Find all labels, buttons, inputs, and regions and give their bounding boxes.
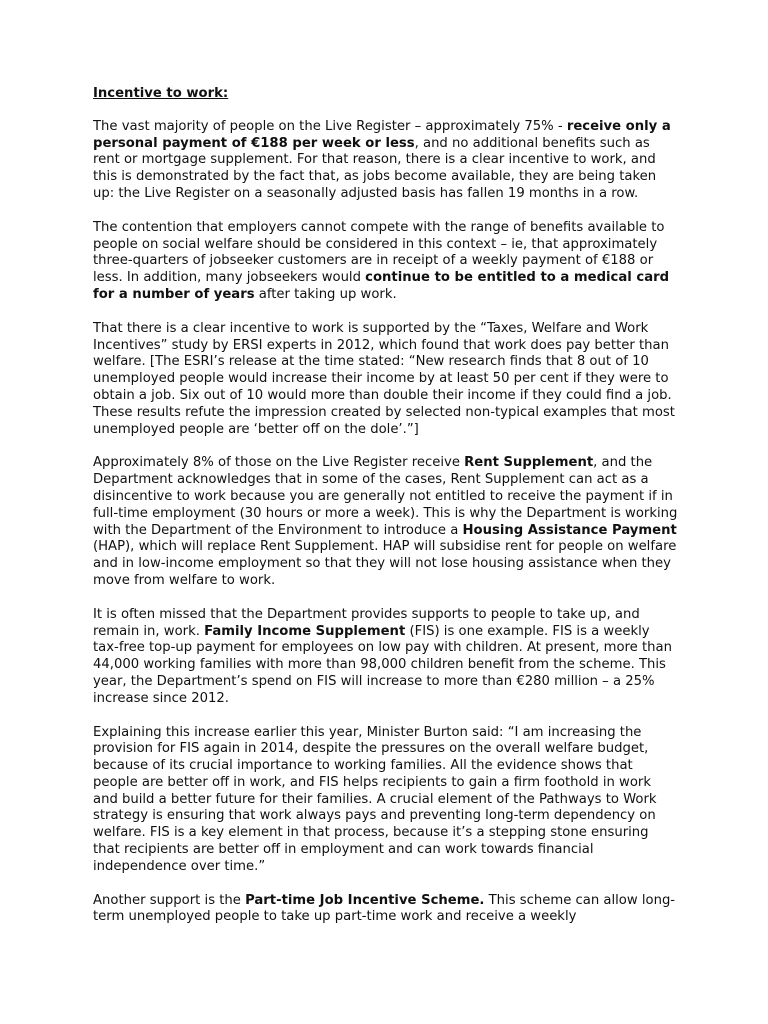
- paragraph-5-text-c: (FIS) is one example. FIS is a weekly tax-free top-up payment for employees on low pay with children. At present, more than 44,000 working families with more than 98,000 children benefit from the scheme. This year, the Department’s spend on FIS will increase to more than €280 million – a 25% increase since 2012.: [93, 623, 672, 706]
- paragraph-4-text-a: Approximately 8% of those on the Live Register receive: [93, 455, 465, 471]
- paragraph-2: [93, 220, 678, 304]
- paragraph-1-bold-1: receive only a personal payment of €188 per week or less: [93, 118, 671, 151]
- paragraph-5-bold-1: Family Income Supplement: [204, 623, 406, 639]
- paragraph-3: [93, 321, 678, 439]
- paragraph-5-text-a: It is often missed that the Department provides supports to people to take up, and remain in, work.: [93, 606, 640, 639]
- paragraph-2-text-a: The contention that employers cannot compete with the range of benefits available to people on social welfare should be considered in this context – ie, that approximately three-quarters of jobseeker customers are in receipt of a weekly payment of €188 or less. In addition, many jobseekers would: [93, 219, 665, 286]
- document-heading: Incentive to work:: [93, 86, 229, 101]
- paragraph-4: [93, 455, 678, 589]
- paragraph-4-bold-2: Housing Assistance Payment: [462, 522, 677, 538]
- paragraph-2-text-c: after taking up work.: [254, 286, 397, 302]
- paragraph-4-text-d: (HAP), which will replace Rent Supplement. HAP will subsidise rent for people on welfare and in low-income employment so that they will not lose housing assistance when they move from welfare to work.: [93, 539, 677, 588]
- paragraph-6-text-a: Explaining this increase earlier this year, Minister Burton said: “I am increasing the provision for FIS again in 2014, despite the pressures on the overall welfare budget, because of its crucial importance to working families. All the evidence shows that people are better off in work, and FIS helps recipients to gain a firm foothold in work and build a better future for their families. A crucial element of the Pathways to Work strategy is ensuring that work always pays and preventing long-term dependency on welfare. FIS is a key element in that process, because it’s a stepping stone ensuring that recipients are better off in employment and can work towards financial independence over time.”: [93, 724, 657, 874]
- paragraph-4-text-c: , and the Department acknowledges that in some of the cases, Rent Supplement can act as a disincentive to work because you are generally not entitled to receive the payment if in full-time employment (30 hours or more a week). This is why the Department is working with the Department of the Environment to introduce a: [93, 455, 678, 538]
- paragraph-4-bold-1: Rent Supplement: [464, 455, 594, 471]
- paragraph-7-bold-1: Part-time Job Incentive Scheme.: [245, 892, 485, 908]
- paragraph-7-text-a: Another support is the: [93, 892, 246, 908]
- paragraph-7: [93, 893, 678, 927]
- paragraph-5: [93, 607, 678, 708]
- paragraph-1: [93, 119, 678, 203]
- paragraph-7-text-c: This scheme can allow long-term unemployed people to take up part-time work and receive a weekly: [93, 892, 676, 925]
- paragraph-2-bold-1: continue to be entitled to a medical card for a number of years: [93, 270, 670, 302]
- document-page: [93, 86, 678, 943]
- paragraph-1-text-c: , and no additional benefits such as rent or mortgage supplement. For that reason, there is a clear incentive to work, and this is demonstrated by the fact that, as jobs become available, they are being taken up: the Live Register on a seasonally adjusted basis has fallen 19 months in a row.: [93, 135, 657, 201]
- paragraph-6: [93, 725, 678, 876]
- paragraph-3-text-a: That there is a clear incentive to work is supported by the “Taxes, Welfare and Work Incentives” study by ERSI experts in 2012, which found that work does pay better than welfare. [The ESRI’s release at the time stated: “New research finds that 8 out of 10 unemployed people would increase their income by at least 50 per cent if they were to obtain a job. Six out of 10 would more than double their income if they could find a job. These results refute the impression created by selected non-typical examples that most unemployed people are ‘better off on the dole’.”]: [93, 320, 675, 437]
- paragraph-1-text-a: The vast majority of people on the Live Register – approximately 75% -: [93, 118, 567, 134]
